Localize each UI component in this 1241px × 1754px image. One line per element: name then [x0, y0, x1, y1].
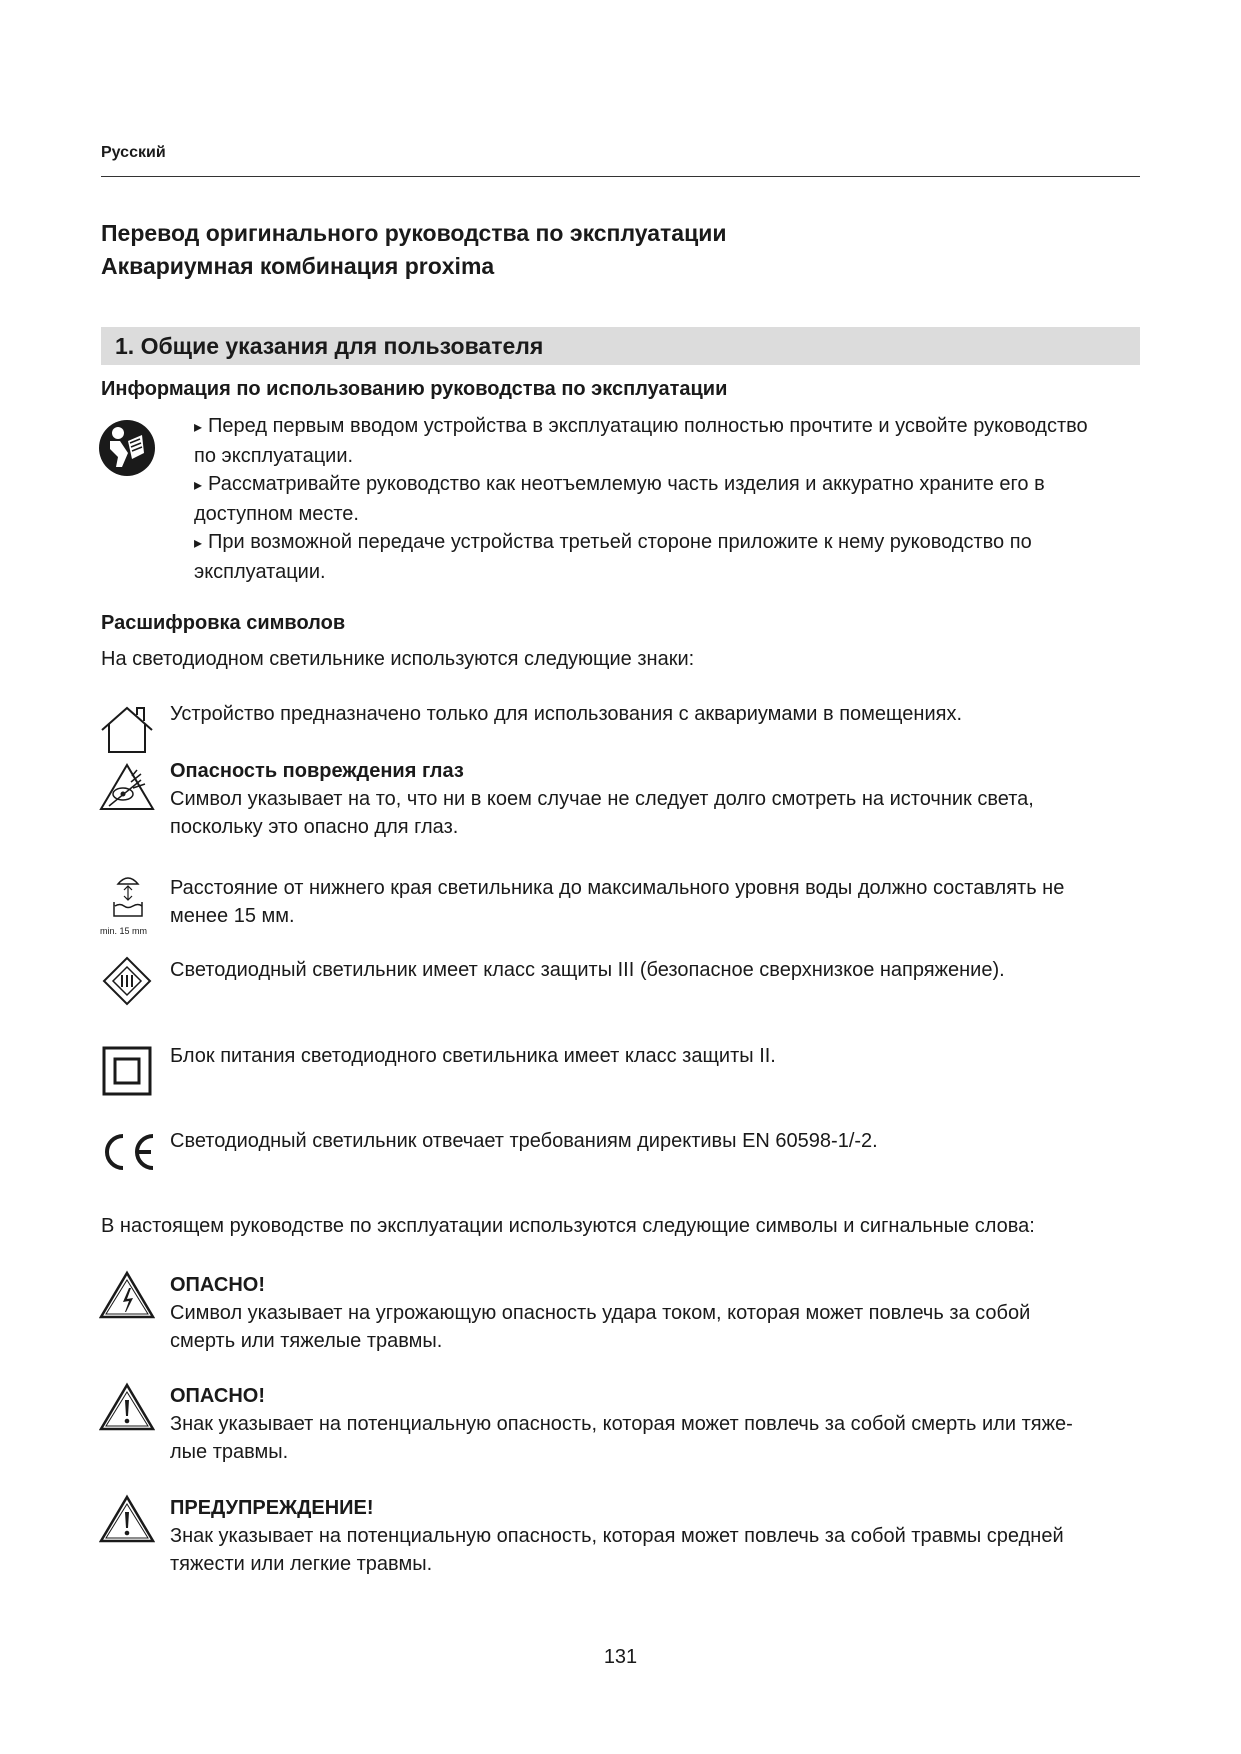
warning-exclamation-icon	[99, 1382, 155, 1432]
bullet-text: ▸ Перед первым вводом устройства в эксплуатацию полностью прочтите и усвойте руководство	[194, 415, 1088, 437]
signal-title: ОПАСНО!	[170, 1385, 265, 1407]
icon-caption: min. 15 mm	[100, 926, 148, 936]
ce-mark-icon	[101, 1132, 157, 1172]
water-distance-icon	[112, 872, 144, 922]
symbol-text-distance	[170, 874, 1064, 930]
warning-exclamation-icon	[99, 1494, 155, 1544]
signal-line: лые травмы.	[170, 1441, 289, 1463]
document-title: Перевод оригинального руководства по эксплуатации	[101, 220, 727, 246]
bullet-item	[194, 412, 1088, 442]
read-manual-icon	[98, 419, 156, 477]
manual-bullets	[194, 412, 1088, 586]
symbol-line: Символ указывает на то, что ни в коем случае не следует долго смотреть на источник света,	[170, 788, 1034, 810]
section-heading-bar	[101, 327, 1140, 365]
eye-hazard-icon	[99, 762, 155, 812]
signal-text-danger	[170, 1382, 1073, 1466]
product-title: Аквариумная комбинация proxima	[101, 253, 495, 279]
signal-line: Знак указывает на потенциальную опасность, которая может повлечь за собой травмы средней	[170, 1525, 1064, 1547]
symbol-line: Светодиодный светильник отвечает требованиям директивы EN 60598-1/-2.	[170, 1130, 878, 1152]
bullet-continuation: доступном месте.	[194, 503, 359, 525]
symbol-text-eye	[170, 757, 1034, 841]
electric-hazard-icon	[99, 1270, 155, 1320]
symbol-text-indoor	[170, 700, 962, 728]
signal-text-electric	[170, 1271, 1030, 1355]
symbol-line: Светодиодный светильник имеет класс защиты III (безопасное сверхнизкое напряжение).	[170, 959, 1005, 981]
symbol-line: менее 15 мм.	[170, 905, 295, 927]
manual-info-heading: Информация по использованию руководства по эксплуатации	[101, 378, 728, 400]
bullet-continuation: эксплуатации.	[194, 561, 326, 583]
bullet-continuation: по эксплуатации.	[194, 445, 354, 467]
bullet-item	[194, 528, 1088, 558]
page-number: 131	[603, 1646, 638, 1668]
symbol-text-class3	[170, 956, 1005, 984]
bullet-item	[194, 470, 1088, 500]
symbols-intro: На светодиодном светильнике используются следующие знаки:	[101, 648, 695, 670]
symbol-line: Расстояние от нижнего края светильника до максимального уровня воды должно составлять не	[170, 877, 1065, 899]
symbols-heading: Расшифровка символов	[101, 612, 346, 634]
bullet-text: ▸ При возможной передаче устройства третьей стороне приложите к нему руководство по	[194, 531, 1032, 553]
signal-words-intro: В настоящем руководстве по эксплуатации используются следующие символы и сигнальные слова:	[101, 1215, 1035, 1237]
bullet-text: ▸ Рассматривайте руководство как неотъемлемую часть изделия и аккуратно храните его в	[194, 473, 1045, 495]
signal-title: ПРЕДУПРЕЖДЕНИЕ!	[170, 1497, 374, 1519]
symbol-line: Блок питания светодиодного светильника имеет класс защиты II.	[170, 1045, 776, 1067]
symbol-line: поскольку это опасно для глаз.	[170, 816, 459, 838]
symbol-text-ce	[170, 1127, 878, 1155]
signal-line: смерть или тяжелые травмы.	[170, 1330, 443, 1352]
protection-class-2-icon	[102, 1046, 152, 1096]
signal-title: ОПАСНО!	[170, 1274, 265, 1296]
signal-line: Знак указывает на потенциальную опасность, которая может повлечь за собой смерть или тяже-	[170, 1413, 1073, 1435]
signal-text-warning	[170, 1494, 1064, 1578]
protection-class-3-icon	[102, 956, 152, 1006]
symbol-text-class2	[170, 1042, 776, 1070]
header-divider	[101, 176, 1140, 177]
symbol-title: Опасность повреждения глаз	[170, 760, 464, 782]
signal-line: тяжести или легкие травмы.	[170, 1553, 433, 1575]
indoor-house-icon	[99, 704, 155, 756]
section-heading: 1. Общие указания для пользователя	[115, 333, 544, 359]
symbol-line: Устройство предназначено только для использования с аквариумами в помещениях.	[170, 703, 963, 725]
language-label: Русский	[101, 144, 166, 161]
signal-line: Символ указывает на угрожающую опасность удара током, которая может повлечь за собой	[170, 1302, 1031, 1324]
